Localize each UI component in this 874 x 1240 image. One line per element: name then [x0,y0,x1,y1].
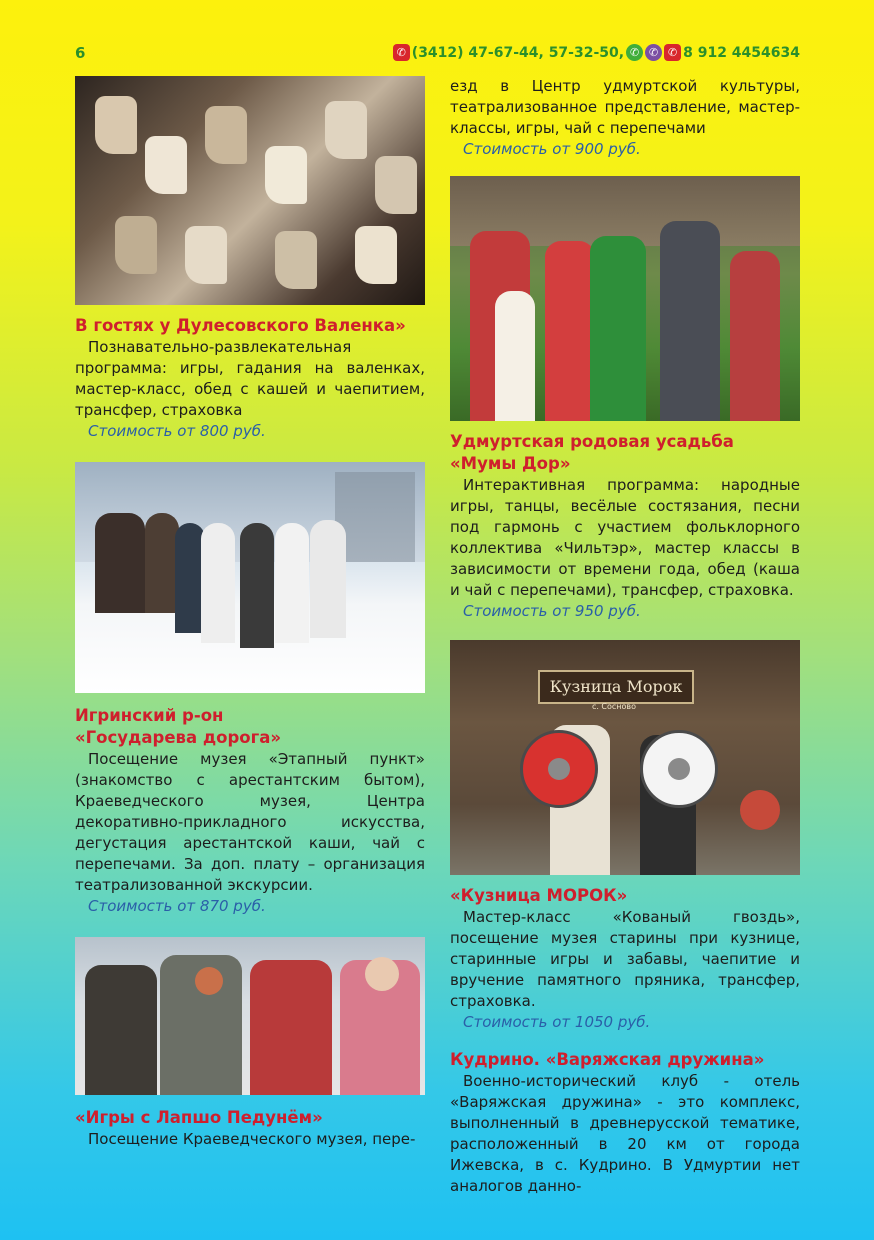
morok-title: «Кузница МОРОК» [450,886,628,905]
viber-icon: ✆ [645,44,662,61]
mumy-title-2: «Мумы Дор» [450,454,571,473]
forge-sign: Кузница Морок [538,670,694,704]
igra-title-2: «Государева дорога» [75,728,282,747]
valenok-text: Познавательно-развлекательная программа: игры, гадания на валенках, мастер-класс, обед с кашей и чаепитием, трансфер, страховка [75,338,425,419]
lapsho-text: Посещение Краеведческого музея, пере- [88,1130,416,1148]
winter-convoy-photo [75,462,425,693]
igra-price: Стоимость от 870 руб. [88,897,266,915]
folk-dance-photo [450,176,800,421]
kudrino-text: Военно-исторический клуб - отель «Варяжская дружина» - это комплекс, выполненный в древнерусской тематике, расположенный в 20 км от города Ижевска, в с. Кудрино. В Удмуртии нет аналогов данно- [450,1072,800,1195]
morok-price: Стоимость от 1050 руб. [463,1013,651,1031]
right-column [450,76,800,1197]
valenok-title: В гостях у Дулесовского Валенка» [75,316,406,335]
forge-sign-sub: с. Сосново [591,702,637,711]
morok-text: Мастер-класс «Кованый гвоздь», посещение музея старины при кузнице, старинные игры и забавы, чаепитие и вручение памятного пряника, трансфер, страховка. [450,908,800,1010]
phone-icon: ✆ [393,44,410,61]
igra-title-1: Игринский р-он [75,706,224,725]
phone-mobile[interactable]: 8 912 4454634 [683,44,800,61]
page-number: 6 [75,44,86,62]
mumy-text: Интерактивная программа: народные игры, танцы, весёлые состязания, песни под гармонь с участием фольклорного коллектива «Чильтэр», мастер классы в зависимости от времени года, обед (каша и чай с перепечами), трансфер, страховка. [450,476,800,599]
whatsapp-icon: ✆ [626,44,643,61]
left-column [75,76,425,1150]
forge-photo [450,640,800,875]
felt-boots-photo [75,76,425,305]
phone-bar [393,44,800,61]
valenok-price: Стоимость от 800 руб. [88,422,266,440]
lapsho-price: Стоимость от 900 руб. [463,140,641,158]
lapsho-photo [75,937,425,1095]
phone-icon: ✆ [664,44,681,61]
lapsho-continued-text: езд в Центр удмуртской культуры, театрализованное представление, мастер-классы, игры, чай с перепечами [450,77,800,137]
phone-main[interactable]: (3412) 47-67-44, 57-32-50, [411,44,625,61]
kudrino-title: Кудрино. «Варяжская дружина» [450,1050,765,1069]
mumy-price: Стоимость от 950 руб. [463,602,641,620]
igra-text: Посещение музея «Этапный пункт» (знакомство с арестантским бытом), Краеведческого музея, Центра декоративно-прикладного искусства, дегустация арестантской каши, чай с перепечами. За доп. плату – организация театрализованной экскурсии. [75,750,425,894]
lapsho-title: «Игры с Лапшо Педунём» [75,1108,323,1127]
mumy-title-1: Удмуртская родовая усадьба [450,432,734,451]
